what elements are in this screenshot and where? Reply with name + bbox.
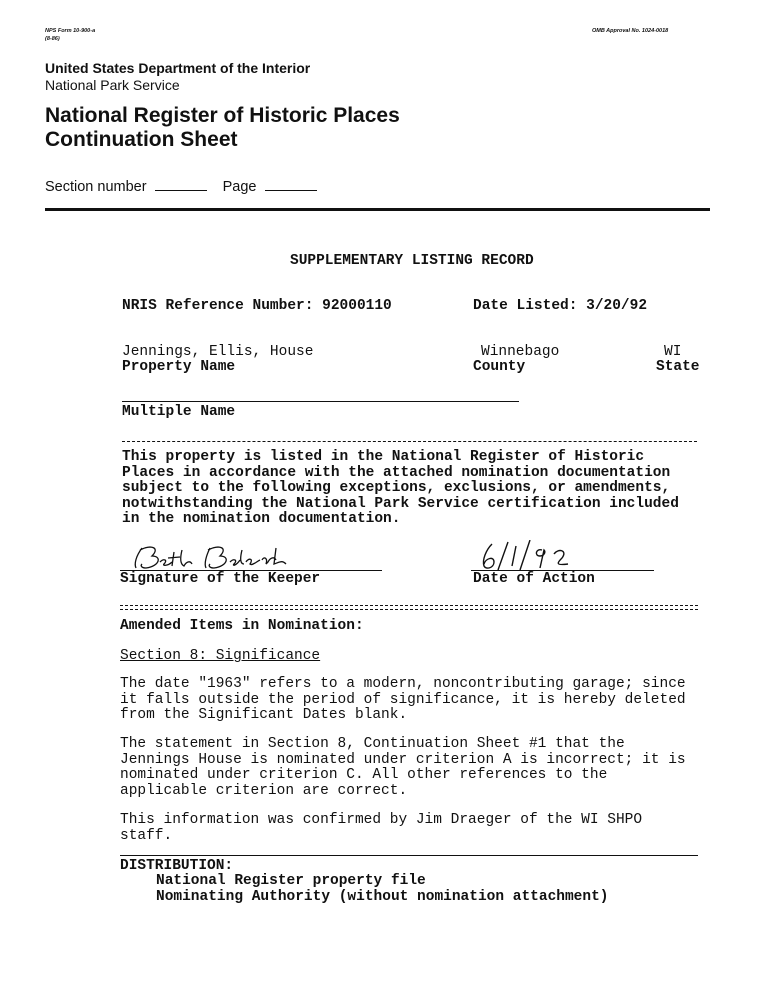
omb-approval: OMB Approval No. 1024-0018 (592, 28, 669, 34)
section-heading: Section 8: Significance (120, 648, 321, 664)
listing-statement (122, 450, 679, 528)
page-title: National Register of Historic Places (45, 104, 400, 127)
double-divider-top (120, 605, 698, 606)
statement-divider (122, 441, 697, 442)
amended-heading: Amended Items in Nomination: (120, 618, 364, 634)
form-number: NPS Form 10-900-a (45, 28, 96, 34)
statement-line: notwithstanding the National Park Service certification included (122, 495, 679, 512)
state-value: WI (664, 344, 682, 360)
property-name-value: Jennings, Ellis, House (122, 344, 314, 360)
keeper-signature (130, 542, 290, 572)
list-item: Nominating Authority (without nomination attachment) (156, 888, 609, 905)
action-date-label: Date of Action (473, 571, 595, 587)
statement-line: subject to the following exceptions, exclusions, or amendments, (122, 480, 671, 496)
page-label: Page (222, 179, 257, 195)
paragraph-line: nominated under criterion C. All other references to the (120, 767, 608, 783)
paragraph-line: The date "1963" refers to a modern, noncontributing garage; since (120, 676, 686, 692)
record-heading: SUPPLEMENTARY LISTING RECORD (290, 253, 534, 269)
statement-line: This property is listed in the National Register of Historic (122, 449, 645, 465)
paragraph-line: from the Significant Dates blank. (120, 707, 408, 723)
page-subtitle: Continuation Sheet (45, 128, 238, 151)
section-number-blank (155, 189, 207, 191)
paragraph-line: staff. (120, 827, 173, 844)
statement-line: in the nomination documentation. (122, 511, 401, 527)
statement-line: Places in accordance with the attached nomination documentation (122, 464, 671, 481)
department-name: United States Department of the Interior (45, 60, 311, 76)
paragraph-line: applicable criterion are correct. (120, 782, 408, 799)
distribution-rule (120, 855, 698, 856)
double-divider-bottom (120, 609, 698, 610)
state-label: State (656, 359, 700, 375)
paragraph-line: Jennings House is nominated under criterion A is incorrect; it is (120, 751, 686, 768)
page-blank (265, 189, 317, 191)
agency-name: National Park Service (45, 77, 180, 93)
paragraph-line: The statement in Section 8, Continuation Sheet #1 that the (120, 736, 625, 752)
signature-label: Signature of the Keeper (120, 571, 321, 587)
paragraph-line: This information was confirmed by Jim Draeger of the WI SHPO (120, 812, 643, 828)
multiple-name-label: Multiple Name (122, 404, 236, 420)
date-listed: Date Listed: 3/20/92 (473, 298, 648, 314)
nris-reference: NRIS Reference Number: 92000110 (122, 298, 392, 314)
county-label: County (473, 359, 526, 375)
list-item: National Register property file (156, 873, 426, 889)
header-rule (45, 208, 710, 211)
distribution-list (156, 874, 608, 905)
amendment-paragraph-3 (120, 813, 642, 844)
paragraph-line: it falls outside the period of significance, it is hereby deleted (120, 691, 686, 708)
form-date: (8-86) (45, 36, 60, 42)
amendment-paragraph-2 (120, 737, 686, 799)
distribution-label: DISTRIBUTION: (120, 858, 234, 874)
action-date-handwritten (478, 540, 598, 572)
section-number-field (45, 179, 317, 195)
section-number-label: Section number (45, 179, 147, 195)
county-value: Winnebago (481, 344, 560, 360)
multiple-name-blank (122, 401, 519, 402)
property-name-label: Property Name (122, 359, 236, 375)
amendment-paragraph-1 (120, 677, 686, 724)
